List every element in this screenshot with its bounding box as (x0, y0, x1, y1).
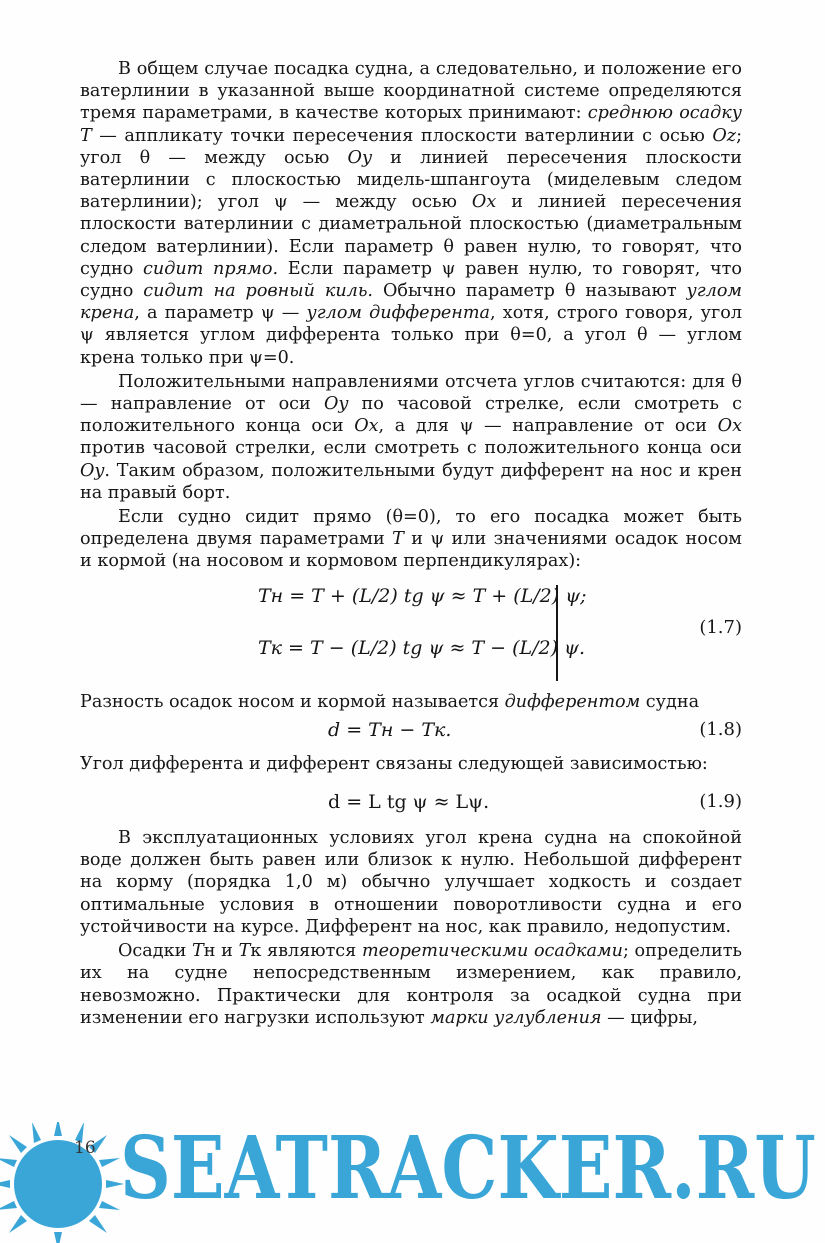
equation-1-8 (80, 715, 742, 751)
text-run: и линией пересечения плоскости ватерлинии с диаметральной плоскостью (диаметральным следом ватерлинии). Если параметр θ равен нулю, то говорят, что судно (80, 192, 742, 279)
text-run: судна (640, 691, 700, 712)
page-number: 16 (74, 1138, 96, 1158)
equation-number: (1.8) (699, 718, 742, 740)
text-run: Если параметр ψ равен нулю, то говорят, что судно (80, 258, 742, 302)
text-run: , а для ψ — направление от оси (378, 416, 718, 437)
equation-1-8-body: d = Tн − Tк. (328, 718, 452, 741)
paragraph-3 (80, 506, 742, 573)
equation-1-9 (80, 777, 742, 825)
italic-run: T (238, 941, 251, 962)
italic-run: Ox (471, 192, 497, 213)
sun-icon (0, 1122, 124, 1243)
italic-run: среднюю осадку T (80, 103, 742, 146)
text-run: н (203, 941, 216, 962)
text-run: Если судно сидит прямо (θ=0), то его посадка может быть определена двумя параметрами (80, 507, 742, 550)
italic-run: сидит на ровный киль. (143, 281, 374, 302)
text-run: против часовой стрелки, если смотреть с положительного конца оси (80, 438, 742, 459)
text-run: Обычно параметр θ называют (373, 281, 687, 302)
paragraph-4 (80, 691, 742, 713)
italic-run: Oy (323, 394, 349, 415)
text-run: , хотя, строго говоря, угол ψ является углом дифферента только при θ=0, а угол θ — углом крена только при ψ=0. (80, 303, 742, 368)
text-run: и (215, 941, 239, 962)
italic-run: сидит прямо. (143, 258, 279, 279)
equation-number: (1.9) (699, 791, 742, 813)
italic-run: Oz (712, 125, 737, 146)
watermark-text: SEATRACKER.RU (120, 1118, 816, 1219)
italic-run: углом крена (80, 281, 742, 324)
text-run: , а параметр ψ — (134, 303, 307, 324)
italic-run: углом дифферента (306, 303, 491, 324)
page-body (80, 58, 742, 1029)
text-run: В общем случае посадка судна, а следовательно, и положение его ватерлинии в указанной выше координатной системе определяются тремя параметрами, в качестве которых принимают: (80, 59, 742, 124)
text-run: Осадки (118, 941, 192, 962)
italic-run: дифферентом (504, 691, 641, 712)
text-run: Угол дифферента и дифферент связаны следующей зависимостью: (80, 753, 708, 774)
paragraph-1 (80, 58, 742, 369)
text-run: и ψ или значениями осадок носом и кормой (на носовом и кормовом перпендикулярах): (80, 529, 742, 572)
equation-1-7-line2: Tк = T − (L/2) tg ψ ≈ T − (L/2) ψ. (258, 636, 585, 659)
text-run: являются (261, 941, 362, 962)
equation-brace (554, 585, 558, 681)
text-run: ; определить их на судне непосредственным измерением, как правило, невозможно. Практически для контроля за осадкой судна при изменении его нагрузки используют (80, 941, 743, 1028)
paragraph-2 (80, 371, 742, 504)
italic-run: Oy (347, 147, 372, 168)
text-run: по часовой стрелке, если смотреть с положительного конца оси (80, 394, 742, 437)
italic-run: Ox (354, 416, 379, 437)
text-run: — цифры, (601, 1007, 699, 1028)
paragraph-7 (80, 940, 742, 1029)
text-run: к (250, 941, 262, 962)
italic-run: марки углубления (430, 1007, 602, 1028)
text-run: В эксплуатационных условиях угол крена судна на спокойной воде должен быть равен или близок к нулю. Небольшой дифферент на корму (порядка 1,0 м) обычно улучшает ходкость и создает оптимальные условия в отношении поворотливости судна и его устойчивости на курсе. Дифферент на нос, как правило, недопустим. (80, 828, 742, 937)
equation-number: (1.7) (699, 616, 742, 638)
text-run: . Таким образом, положительными будут дифферент на нос и крен на правый борт. (80, 460, 742, 503)
paragraph-6 (80, 827, 742, 938)
italic-run: Oy (80, 460, 105, 481)
equation-1-9-body: d = L tg ψ ≈ Lψ. (328, 791, 490, 814)
equation-1-7 (80, 579, 742, 687)
paragraph-5 (80, 753, 742, 775)
italic-run: T (192, 941, 204, 962)
text-run: Разность осадок носом и кормой называется (80, 691, 505, 712)
italic-run: T (392, 529, 404, 550)
text-run: — аппликату точки пересечения плоскости ватерлинии с осью (91, 125, 713, 146)
italic-run: теоретическими осадками (361, 941, 623, 962)
text-run: и линией пересечения плоскости ватерлинии с плоскостью мидель-шпангоута (миделевым следом ватерлинии); угол ψ — между осью (80, 147, 743, 213)
text-run: ; угол θ — между осью (80, 125, 742, 168)
text-run: Положительными направлениями отсчета углов считаются: для θ — направление от оси (80, 371, 742, 415)
italic-run: Ox (717, 416, 742, 437)
equation-1-7-line1: Tн = T + (L/2) tg ψ ≈ T + (L/2) ψ; (258, 584, 587, 607)
